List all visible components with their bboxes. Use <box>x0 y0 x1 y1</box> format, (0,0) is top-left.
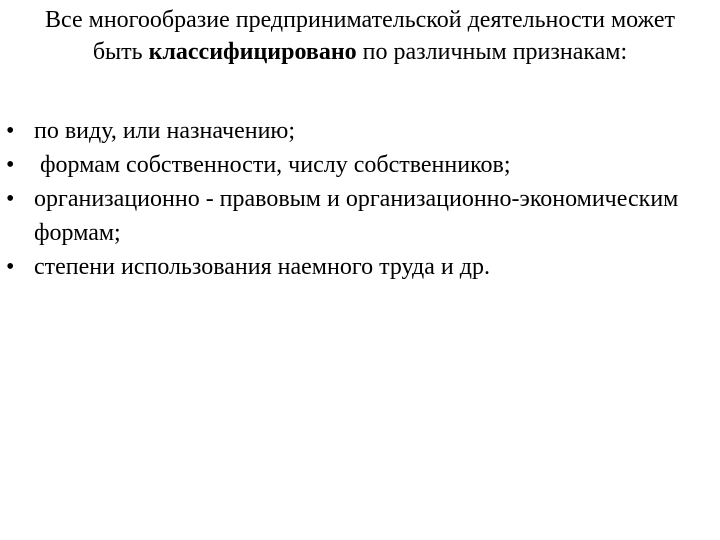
bullet-icon: • <box>6 118 15 144</box>
bullet-icon: • <box>6 152 15 178</box>
title-text-bold: классифицировано <box>148 39 357 65</box>
title-text-part2: по различным признакам: <box>356 39 628 65</box>
bullet-item <box>0 148 700 182</box>
bullet-text: степени использования наемного труда и др. <box>34 254 490 280</box>
bullet-item <box>0 182 700 250</box>
bullet-item <box>0 114 700 148</box>
slide-title <box>40 4 680 68</box>
bullet-item <box>0 250 700 284</box>
bullet-icon: • <box>6 254 15 280</box>
title-text-part1: Все многообразие предпринимательской деятельности может быть <box>45 7 675 65</box>
bullet-list <box>0 114 700 284</box>
bullet-text: формам собственности, числу собственников; <box>34 152 511 178</box>
bullet-text: по виду, или назначению; <box>34 118 296 144</box>
bullet-text: организационно - правовым и организационно-экономическим формам; <box>34 186 679 246</box>
bullet-icon: • <box>6 186 15 212</box>
